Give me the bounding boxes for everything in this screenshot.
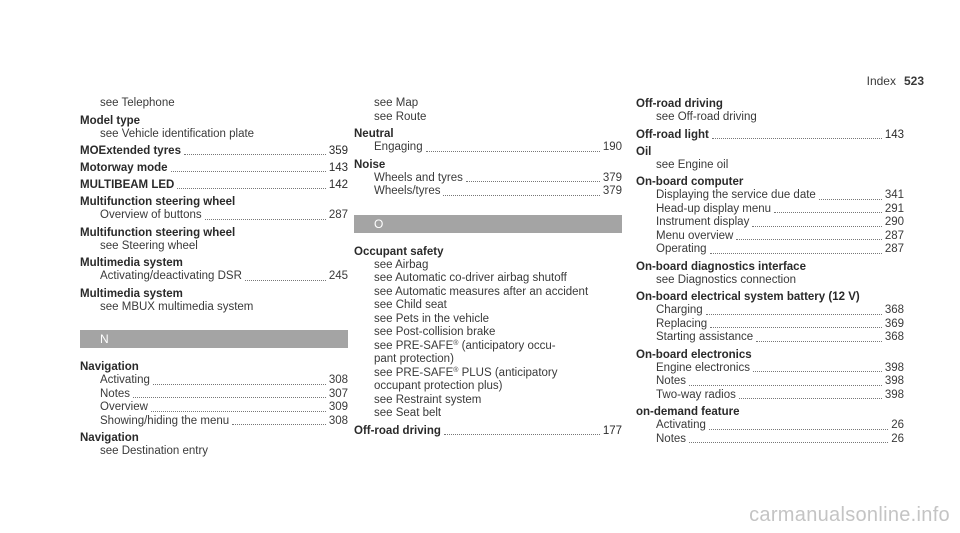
index-entry <box>636 175 904 257</box>
entry-heading-text: Off-road driving <box>354 424 441 437</box>
sub-entry-text: Overview of buttons <box>100 209 202 221</box>
index-entry <box>80 256 348 284</box>
leader-dots <box>689 385 882 386</box>
page-ref: 245 <box>328 270 348 282</box>
sub-entry[interactable] <box>354 141 622 155</box>
sub-entry[interactable] <box>80 388 348 402</box>
page-ref: 287 <box>884 243 904 255</box>
page-ref: 26 <box>891 432 904 445</box>
sub-entry[interactable] <box>80 270 348 284</box>
page-ref: 290 <box>884 216 904 228</box>
page-ref: 308 <box>328 414 348 427</box>
see-reference[interactable]: see Destination entry <box>100 445 209 457</box>
sub-entry-text: Notes <box>100 387 131 400</box>
sub-entry-text: Activating <box>656 419 706 431</box>
page-ref: 341 <box>884 189 904 201</box>
sub-entry[interactable] <box>636 304 904 318</box>
page-ref: 307 <box>328 387 348 400</box>
index-entry <box>80 114 348 142</box>
index-entry <box>80 195 348 223</box>
page-ref: 379 <box>602 171 622 184</box>
entry-heading: On-board diagnostics interface <box>636 260 806 273</box>
index-label: Index <box>866 74 896 88</box>
see-reference[interactable]: see Engine oil <box>656 158 729 171</box>
index-column-1 <box>80 97 348 462</box>
entry-heading: Multimedia system <box>80 257 183 269</box>
entry-heading: Multimedia system <box>80 287 183 300</box>
leader-dots <box>710 327 882 328</box>
index-entry <box>636 348 904 403</box>
entry-heading: Multifunction steering wheel <box>80 226 236 239</box>
see-reference[interactable]: see Map <box>374 97 419 109</box>
sub-entry-text: Overview <box>100 401 148 413</box>
sub-entry[interactable] <box>636 189 904 203</box>
leader-dots <box>133 397 326 398</box>
see-reference[interactable]: see Child seat <box>374 299 447 311</box>
sub-entry[interactable] <box>636 362 904 376</box>
page-ref: 26 <box>891 419 904 431</box>
leader-dots <box>443 195 599 196</box>
see-reference[interactable]: see Automatic co-driver airbag shutoff <box>374 272 567 284</box>
letter-section-bar-n: N <box>80 330 348 348</box>
entry-heading: Oil <box>636 145 652 158</box>
entry-heading: On-board computer <box>636 176 744 188</box>
sub-entry-text: Displaying the service due date <box>656 189 816 201</box>
sub-entry-text: Charging <box>656 304 703 316</box>
index-column-3 <box>636 97 904 449</box>
sub-entry[interactable] <box>80 415 348 429</box>
page-ref: 287 <box>328 209 348 221</box>
see-reference[interactable]: see Seat belt <box>374 407 442 419</box>
page-ref: 143 <box>328 162 348 174</box>
entry-heading: Multifunction steering wheel <box>80 196 236 208</box>
index-entry <box>80 144 348 158</box>
leader-dots <box>774 212 882 213</box>
index-entry <box>636 405 904 446</box>
see-reference-text: see PRE-SAFE <box>374 366 454 379</box>
page-ref: 379 <box>602 185 622 197</box>
index-entry <box>80 226 348 254</box>
sub-entry-text: Operating <box>656 243 707 255</box>
sub-entry-text: Head-up display menu <box>656 202 772 215</box>
see-reference[interactable]: see Steering wheel <box>100 239 198 252</box>
entry-heading: Occupant safety <box>354 245 444 258</box>
sub-entry-text: Instrument display <box>656 216 750 228</box>
leader-dots <box>736 239 881 240</box>
leader-dots <box>689 442 888 443</box>
page-ref: 291 <box>884 202 904 215</box>
leader-dots <box>444 434 600 435</box>
index-entry <box>80 178 348 192</box>
index-entry <box>354 245 622 421</box>
entry-heading: Navigation <box>80 432 139 444</box>
entry-heading-text: MOExtended tyres <box>80 145 181 157</box>
leader-dots <box>712 138 882 139</box>
entry-heading-with-page[interactable] <box>80 144 348 158</box>
see-reference[interactable]: see Pets in the vehicle <box>374 312 490 325</box>
sub-entry-text: Activating <box>100 374 150 386</box>
sub-entry-text: Engaging <box>374 141 423 153</box>
entry-heading-text: Motorway mode <box>80 162 168 174</box>
index-entry <box>636 260 904 288</box>
sub-entry[interactable] <box>636 243 904 257</box>
leader-dots <box>151 411 326 412</box>
watermark: carmanualsonline.info <box>749 504 950 526</box>
index-entry <box>636 128 904 142</box>
page-ref: 177 <box>602 424 622 437</box>
leader-dots <box>153 384 326 385</box>
index-entry <box>80 97 348 111</box>
see-reference-text: (anticipatory occu- <box>458 339 556 352</box>
page-ref: 309 <box>328 401 348 413</box>
index-entry <box>354 97 622 124</box>
sub-entry[interactable] <box>80 209 348 223</box>
see-reference[interactable]: see MBUX multimedia system <box>100 300 254 313</box>
entry-heading-text: MULTIBEAM LED <box>80 179 175 191</box>
entry-heading: Noise <box>354 158 386 171</box>
see-reference[interactable]: see Route <box>374 110 427 123</box>
entry-heading: Off-road driving <box>636 98 723 110</box>
page-ref: 369 <box>884 317 904 330</box>
index-entry <box>80 431 348 459</box>
page-ref: 398 <box>884 388 904 401</box>
leader-dots <box>710 253 882 254</box>
sub-entry-text: Starting assistance <box>656 331 754 343</box>
see-reference[interactable]: see Airbag <box>374 258 429 271</box>
entry-heading-text: Off-road light <box>636 128 709 141</box>
entry-heading: On-board electrical system battery (12 V) <box>636 291 860 303</box>
index-entry <box>636 145 904 173</box>
index-entry <box>80 287 348 315</box>
entry-heading: Neutral <box>354 128 394 140</box>
leader-dots <box>426 151 600 152</box>
sub-entry[interactable] <box>636 331 904 345</box>
sub-entry[interactable] <box>636 203 904 217</box>
sub-entry[interactable] <box>636 433 904 447</box>
letter-section-bar-o: O <box>354 215 622 233</box>
sub-entry-text: Two-way radios <box>656 388 736 401</box>
sub-entry-text: Menu overview <box>656 229 734 242</box>
see-reference[interactable]: see Telephone <box>100 97 175 109</box>
registered-mark: ® <box>453 339 459 347</box>
leader-dots <box>819 199 882 200</box>
page-ref: 308 <box>328 374 348 386</box>
leader-dots <box>753 371 882 372</box>
leader-dots <box>177 188 325 189</box>
index-entry <box>80 161 348 175</box>
index-entry <box>636 97 904 125</box>
see-reference-continued: pant protection) <box>374 353 454 365</box>
sub-entry[interactable] <box>636 230 904 244</box>
sub-entry[interactable] <box>636 389 904 403</box>
leader-dots <box>232 424 326 425</box>
entry-heading-with-page[interactable] <box>636 128 904 142</box>
see-reference-text: PLUS (anticipatory <box>458 366 558 379</box>
see-reference[interactable]: see Post-collision brake <box>374 326 496 338</box>
leader-dots <box>205 219 326 220</box>
leader-dots <box>756 341 882 342</box>
leader-dots <box>739 398 882 399</box>
page-ref: 359 <box>328 145 348 157</box>
see-reference[interactable]: see Diagnostics connection <box>656 273 796 286</box>
sub-entry[interactable] <box>354 172 622 186</box>
entry-heading: Model type <box>80 114 141 127</box>
sub-entry[interactable] <box>636 419 904 433</box>
sub-entry-text: Wheels and tyres <box>374 171 463 184</box>
see-reference-pre-safe[interactable] <box>354 340 622 354</box>
page-ref: 398 <box>884 361 904 374</box>
entry-heading: On-board electronics <box>636 348 752 361</box>
leader-dots <box>245 280 326 281</box>
index-entry <box>354 424 622 438</box>
sub-entry[interactable] <box>80 374 348 388</box>
page-header <box>867 74 924 88</box>
sub-entry-text: Notes <box>656 375 687 387</box>
see-reference[interactable]: see Restraint system <box>374 393 482 406</box>
sub-entry-text: Showing/hiding the menu <box>100 414 230 427</box>
see-reference[interactable]: see Automatic measures after an accident <box>374 285 589 298</box>
leader-dots <box>752 226 881 227</box>
index-column-2 <box>354 97 622 441</box>
registered-mark: ® <box>453 366 459 374</box>
see-reference-text: see PRE-SAFE <box>374 339 454 352</box>
entry-heading: Navigation <box>80 361 139 373</box>
page-number: 523 <box>903 74 924 88</box>
see-reference-pre-safe-plus[interactable] <box>354 367 622 381</box>
index-entry <box>636 290 904 345</box>
sub-entry-text: Notes <box>656 432 687 445</box>
leader-dots <box>706 314 882 315</box>
sub-entry-text: Activating/deactivating DSR <box>100 270 242 282</box>
page-ref: 368 <box>884 304 904 316</box>
entry-heading-with-page[interactable] <box>80 178 348 192</box>
page-ref: 368 <box>884 331 904 343</box>
sub-entry[interactable] <box>636 375 904 389</box>
see-reference[interactable]: see Off-road driving <box>656 111 757 123</box>
page-ref: 143 <box>884 128 904 141</box>
sub-entry-text: Engine electronics <box>656 361 750 374</box>
entry-heading-with-page[interactable] <box>80 161 348 175</box>
entry-heading-with-page[interactable] <box>354 424 622 438</box>
sub-entry[interactable] <box>636 216 904 230</box>
leader-dots <box>466 181 600 182</box>
sub-entry-text: Wheels/tyres <box>374 185 441 197</box>
page-ref: 142 <box>328 179 348 191</box>
sub-entry-text: Replacing <box>656 317 708 330</box>
index-entry <box>80 360 348 428</box>
index-entry <box>354 127 622 155</box>
sub-entry[interactable] <box>354 185 622 199</box>
sub-entry[interactable] <box>80 401 348 415</box>
index-entry <box>354 158 622 199</box>
leader-dots <box>184 154 326 155</box>
page-ref: 287 <box>884 229 904 242</box>
page-ref: 190 <box>602 141 622 153</box>
sub-entry[interactable] <box>636 318 904 332</box>
page-ref: 398 <box>884 375 904 387</box>
see-reference[interactable]: see Vehicle identification plate <box>100 127 255 140</box>
leader-dots <box>171 171 326 172</box>
entry-heading: on-demand feature <box>636 406 740 418</box>
leader-dots <box>709 429 888 430</box>
see-reference-continued: occupant protection plus) <box>374 380 503 392</box>
